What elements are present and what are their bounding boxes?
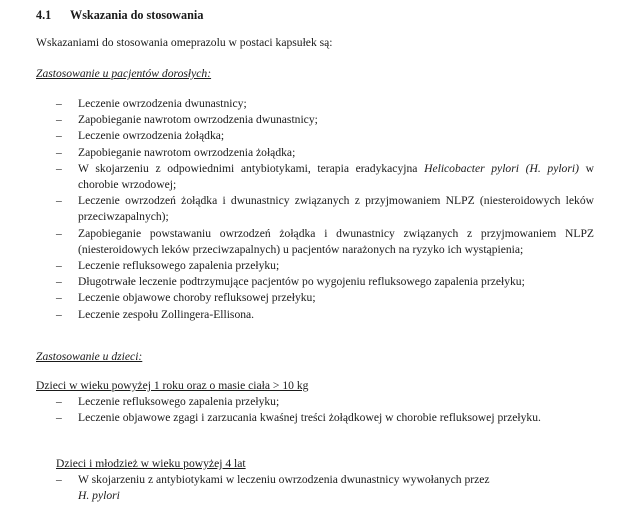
children-group1-heading: Dzieci w wieku powyżej 1 roku oraz o masie ciała > 10 kg: [36, 379, 309, 392]
list-item: – Zapobieganie powstawaniu owrzodzeń żołądka i dwunastnicy związanych z przyjmowaniem NLPZ (niesteroidowych leków przeciwzapalnych) u pacjentów narażonych na ryzyko ich wystąpienia;: [0, 226, 594, 258]
list-item: – Leczenie refluksowego zapalenia przełyku;: [0, 394, 594, 410]
list-item: – Leczenie objawowe zgagi i zarzucania kwaśnej treści żołądkowej w chorobie refluksowej przełyku.: [0, 410, 594, 426]
list-item: – W skojarzeniu z odpowiednimi antybiotykami, terapia eradykacyjna Helicobacter pylori (H. pylori) w chorobie wrzodowej;: [0, 161, 594, 193]
italic-term: (H. pylori): [525, 161, 579, 175]
list-item: – Zapobieganie nawrotom owrzodzenia żołądka;: [0, 145, 594, 161]
section-heading: [36, 7, 203, 23]
section-title: Wskazania do stosowania: [70, 8, 204, 22]
list-item: – Leczenie objawowe choroby refluksowej przełyku;: [0, 290, 594, 306]
children-group2-heading: Dzieci i młodzież w wieku powyżej 4 lat: [56, 457, 246, 470]
children-group2-list: [0, 472, 594, 504]
italic-term: Helicobacter pylori: [424, 161, 519, 175]
list-item: – W skojarzeniu z antybiotykami w leczeniu owrzodzenia dwunastnicy wywołanych przez H. pylori: [0, 472, 594, 504]
list-item: – Długotrwałe leczenie podtrzymujące pacjentów po wygojeniu refluksowego zapalenia przełyku;: [0, 274, 594, 290]
list-item: – Leczenie zespołu Zollingera-Ellisona.: [0, 307, 594, 323]
adults-subheading: Zastosowanie u pacjentów dorosłych:: [36, 67, 212, 80]
list-item: – Leczenie refluksowego zapalenia przełyku;: [0, 258, 594, 274]
list-item: – Leczenie owrzodzeń żołądka i dwunastnicy związanych z przyjmowaniem NLPZ (niesteroidowych leków przeciwzapalnych);: [0, 193, 594, 225]
section-number: 4.1: [36, 8, 52, 22]
intro-text: Wskazaniami do stosowania omeprazolu w postaci kapsułek są:: [36, 36, 333, 49]
list-item: – Leczenie owrzodzenia dwunastnicy;: [0, 96, 594, 112]
list-item: – Zapobieganie nawrotom owrzodzenia dwunastnicy;: [0, 112, 594, 128]
children-group1-list: [0, 394, 594, 426]
adults-indication-list: [0, 96, 594, 323]
list-item: – Leczenie owrzodzenia żołądka;: [0, 128, 594, 144]
italic-term: H. pylori: [78, 489, 120, 503]
children-subheading: Zastosowanie u dzieci:: [36, 350, 143, 363]
